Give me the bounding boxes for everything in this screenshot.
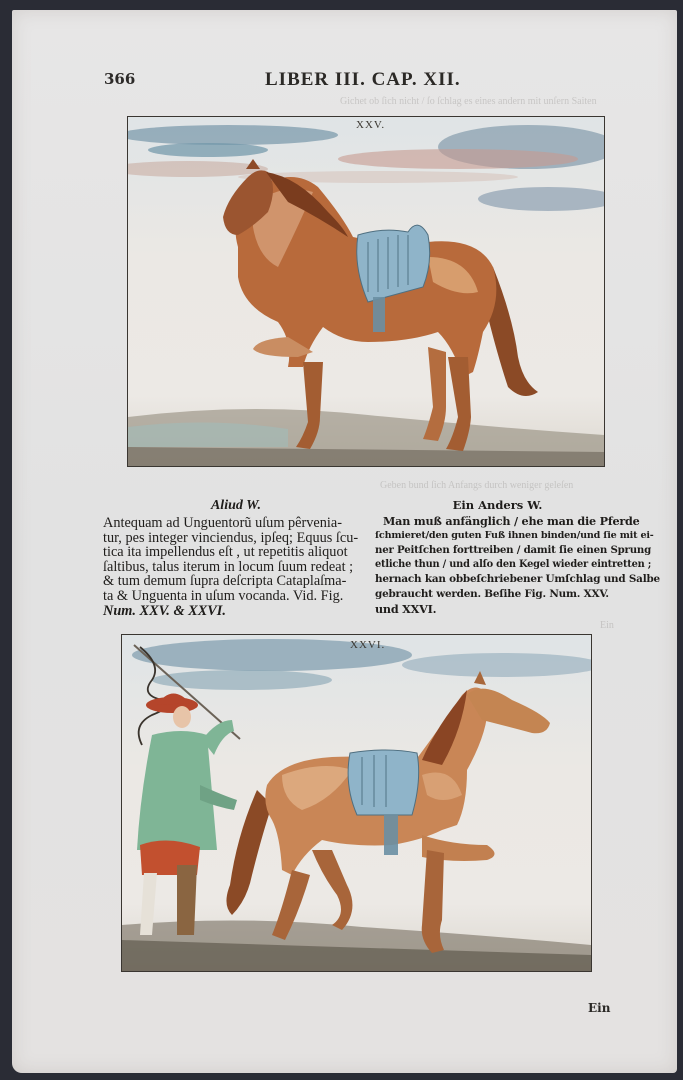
- text-line: hernach kan obbeſchriebener Umſchlag und Salbe: [375, 573, 660, 586]
- man-and-horse-illustration: [122, 635, 591, 971]
- bleed-through-text: Ein: [600, 620, 614, 631]
- plate-number: XXV.: [356, 119, 386, 131]
- text-line: & tum demum ſupra deſcripta Cataplaſma-: [103, 573, 347, 590]
- plate-number: XXVI.: [350, 639, 386, 651]
- text-line: ſchmieret/den guten Fuß ihnen binden/und ſie mit ei-: [375, 529, 654, 541]
- page-number: 366: [104, 70, 136, 88]
- text-line: ta & Unguenta in uſum vocanda. Vid. Fig.: [103, 587, 344, 604]
- text-line: und XXVI.: [375, 601, 437, 616]
- text-line: Antequam ad Unguentorũ uſum pêrvenia-: [103, 515, 343, 531]
- german-text-column: [375, 498, 660, 616]
- engraving-plate-xxvi: [121, 634, 592, 972]
- bleed-through-text: Geben bund ſich Anfangs durch weniger geleſen: [380, 480, 574, 491]
- text-line: tica ita impellendus eſt , ut repetitis aliquot: [103, 544, 348, 561]
- engraving-plate-xxv: [127, 116, 605, 467]
- german-heading: Ein Anders W.: [452, 498, 543, 512]
- text-line: ner Peitſchen forttreiben / damit ſie einen Sprung: [375, 544, 652, 557]
- text-line: etliche thun / und alſo den Kegel wieder eintretten ;: [375, 558, 652, 570]
- latin-heading: Aliud W.: [210, 498, 262, 513]
- running-head: LIBER III. CAP. XII.: [265, 69, 461, 90]
- text-line: tur, pes integer vinciendus, ipſeq; Equus ſcu-: [103, 529, 359, 546]
- text-line: Num. XXV. & XXVI.: [103, 602, 226, 619]
- page-header: [0, 70, 683, 94]
- text-line: Man muß anfänglich / ehe man die Pferde: [383, 514, 640, 528]
- bleed-through-text: Gichet ob ſich nicht / ſo ſchlag es eines andern mit unſern Saiten: [340, 96, 597, 107]
- latin-text-column: [103, 498, 369, 618]
- text-line: gebraucht werden. Beſihe Fig. Num. XXV.: [375, 587, 609, 600]
- catchword: Ein: [588, 1001, 611, 1015]
- horse-illustration: [128, 117, 604, 466]
- text-line: ſaltibus, talus iterum in locum ſuum redeat ;: [103, 558, 354, 575]
